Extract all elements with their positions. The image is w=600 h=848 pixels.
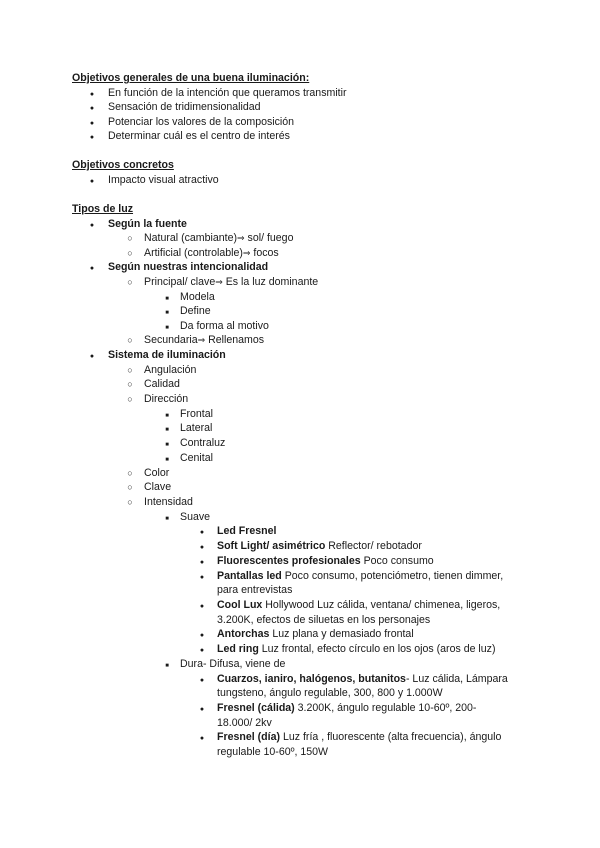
arrow-icon: ⇒ bbox=[242, 249, 251, 259]
list-item: Led Fresnel bbox=[217, 525, 277, 537]
heading-types: Tipos de luz bbox=[72, 203, 134, 215]
list-item: Dura- Difusa, viene de bbox=[180, 658, 286, 670]
bullet-disc bbox=[196, 731, 208, 745]
bullet-square bbox=[161, 422, 173, 437]
bullet-circle bbox=[124, 247, 136, 260]
bullet-disc bbox=[86, 174, 98, 188]
bullet-square bbox=[161, 291, 173, 306]
bullet-disc bbox=[196, 555, 208, 569]
list-item: Da forma al motivo bbox=[180, 320, 269, 332]
list-item: Dirección bbox=[144, 393, 189, 405]
list-item: En función de la intención que queramos transmitir bbox=[108, 87, 347, 99]
bullet-disc bbox=[86, 101, 98, 115]
bullet-disc bbox=[196, 570, 208, 584]
bullet-disc bbox=[86, 261, 98, 275]
list-item: Según nuestras intencionalidad bbox=[108, 261, 269, 273]
list-item: Principal/ clave⇒ Es la luz dominante bbox=[144, 276, 319, 288]
list-item: Fresnel (cálida) 3.200K, ángulo regulable 10-60º, 200- bbox=[217, 702, 477, 714]
bullet-circle bbox=[124, 496, 136, 509]
list-item: Suave bbox=[180, 511, 211, 523]
list-item: Angulación bbox=[144, 364, 197, 376]
list-item: Define bbox=[180, 305, 211, 317]
bullet-disc bbox=[86, 130, 98, 144]
list-item-continuation: regulable 10-60º, 150W bbox=[217, 746, 329, 758]
list-item: Antorchas Luz plana y demasiado frontal bbox=[217, 628, 414, 640]
bullet-disc bbox=[196, 702, 208, 716]
bullet-circle bbox=[124, 334, 136, 347]
bullet-disc bbox=[86, 87, 98, 101]
list-item: Según la fuente bbox=[108, 218, 187, 230]
list-item: Frontal bbox=[180, 408, 213, 420]
list-item: Clave bbox=[144, 481, 172, 493]
arrow-icon: ⇒ bbox=[197, 336, 206, 346]
heading-general: Objetivos generales de una buena iluminación: bbox=[72, 72, 310, 84]
bullet-square bbox=[161, 511, 173, 526]
bullet-circle bbox=[124, 276, 136, 289]
bullet-circle bbox=[124, 481, 136, 494]
bullet-circle bbox=[124, 364, 136, 377]
bullet-disc bbox=[196, 540, 208, 554]
list-item-continuation: para entrevistas bbox=[217, 584, 293, 596]
list-item: Led ring Luz frontal, efecto círculo en los ojos (aros de luz) bbox=[217, 643, 496, 655]
list-item: Cenital bbox=[180, 452, 213, 464]
bullet-disc bbox=[196, 525, 208, 539]
list-item: Calidad bbox=[144, 378, 180, 390]
list-item-continuation: 18.000/ 2kv bbox=[217, 717, 272, 729]
arrow-icon: ⇒ bbox=[237, 234, 245, 244]
bullet-square bbox=[161, 437, 173, 452]
bullet-circle bbox=[124, 378, 136, 391]
bullet-circle bbox=[124, 232, 136, 245]
list-item-continuation: tungsteno, ángulo regulable, 300, 800 y 1.000W bbox=[217, 687, 443, 699]
arrow-icon: ⇒ bbox=[215, 278, 223, 288]
list-item: Sensación de tridimensionalidad bbox=[108, 101, 261, 113]
list-item: Fluorescentes profesionales Poco consumo bbox=[217, 555, 434, 567]
bullet-square bbox=[161, 452, 173, 467]
list-item: Determinar cuál es el centro de interés bbox=[108, 130, 290, 142]
list-item: Natural (cambiante)⇒ sol/ fuego bbox=[144, 232, 294, 244]
bullet-circle bbox=[124, 393, 136, 406]
bullet-disc bbox=[86, 218, 98, 232]
list-item: Artificial (controlable)⇒ focos bbox=[144, 247, 279, 259]
list-item: Pantallas led Poco consumo, potenciómetro, tienen dimmer, bbox=[217, 570, 504, 582]
list-item: Cool Lux Hollywood Luz cálida, ventana/ chimenea, ligeros, bbox=[217, 599, 501, 611]
list-item: Intensidad bbox=[144, 496, 193, 508]
list-item: Secundaria⇒ Rellenamos bbox=[144, 334, 265, 346]
bullet-square bbox=[161, 320, 173, 335]
list-item: Impacto visual atractivo bbox=[108, 174, 219, 186]
bullet-square bbox=[161, 305, 173, 320]
bullet-square bbox=[161, 658, 173, 673]
list-item: Soft Light/ asimétrico Reflector/ rebotador bbox=[217, 540, 422, 552]
bullet-disc bbox=[86, 349, 98, 363]
bullet-circle bbox=[124, 467, 136, 480]
bullet-disc bbox=[196, 599, 208, 613]
bullet-disc bbox=[196, 673, 208, 687]
list-item-continuation: 3.200K, efectos de siluetas en los personajes bbox=[217, 614, 431, 626]
bullet-disc bbox=[86, 116, 98, 130]
list-item: Sistema de iluminación bbox=[108, 349, 226, 361]
bullet-disc bbox=[196, 628, 208, 642]
list-item: Color bbox=[144, 467, 170, 479]
list-item: Fresnel (día) Luz fría , fluorescente (alta frecuencia), ángulo bbox=[217, 731, 502, 743]
bullet-square bbox=[161, 408, 173, 423]
list-item: Potenciar los valores de la composición bbox=[108, 116, 295, 128]
heading-concrete: Objetivos concretos bbox=[72, 159, 174, 171]
list-item: Modela bbox=[180, 291, 215, 303]
list-item: Cuarzos, ianiro, halógenos, butanitos- Luz cálida, Lámpara bbox=[217, 673, 508, 685]
bullet-disc bbox=[196, 643, 208, 657]
list-item: Contraluz bbox=[180, 437, 226, 449]
list-item: Lateral bbox=[180, 422, 213, 434]
